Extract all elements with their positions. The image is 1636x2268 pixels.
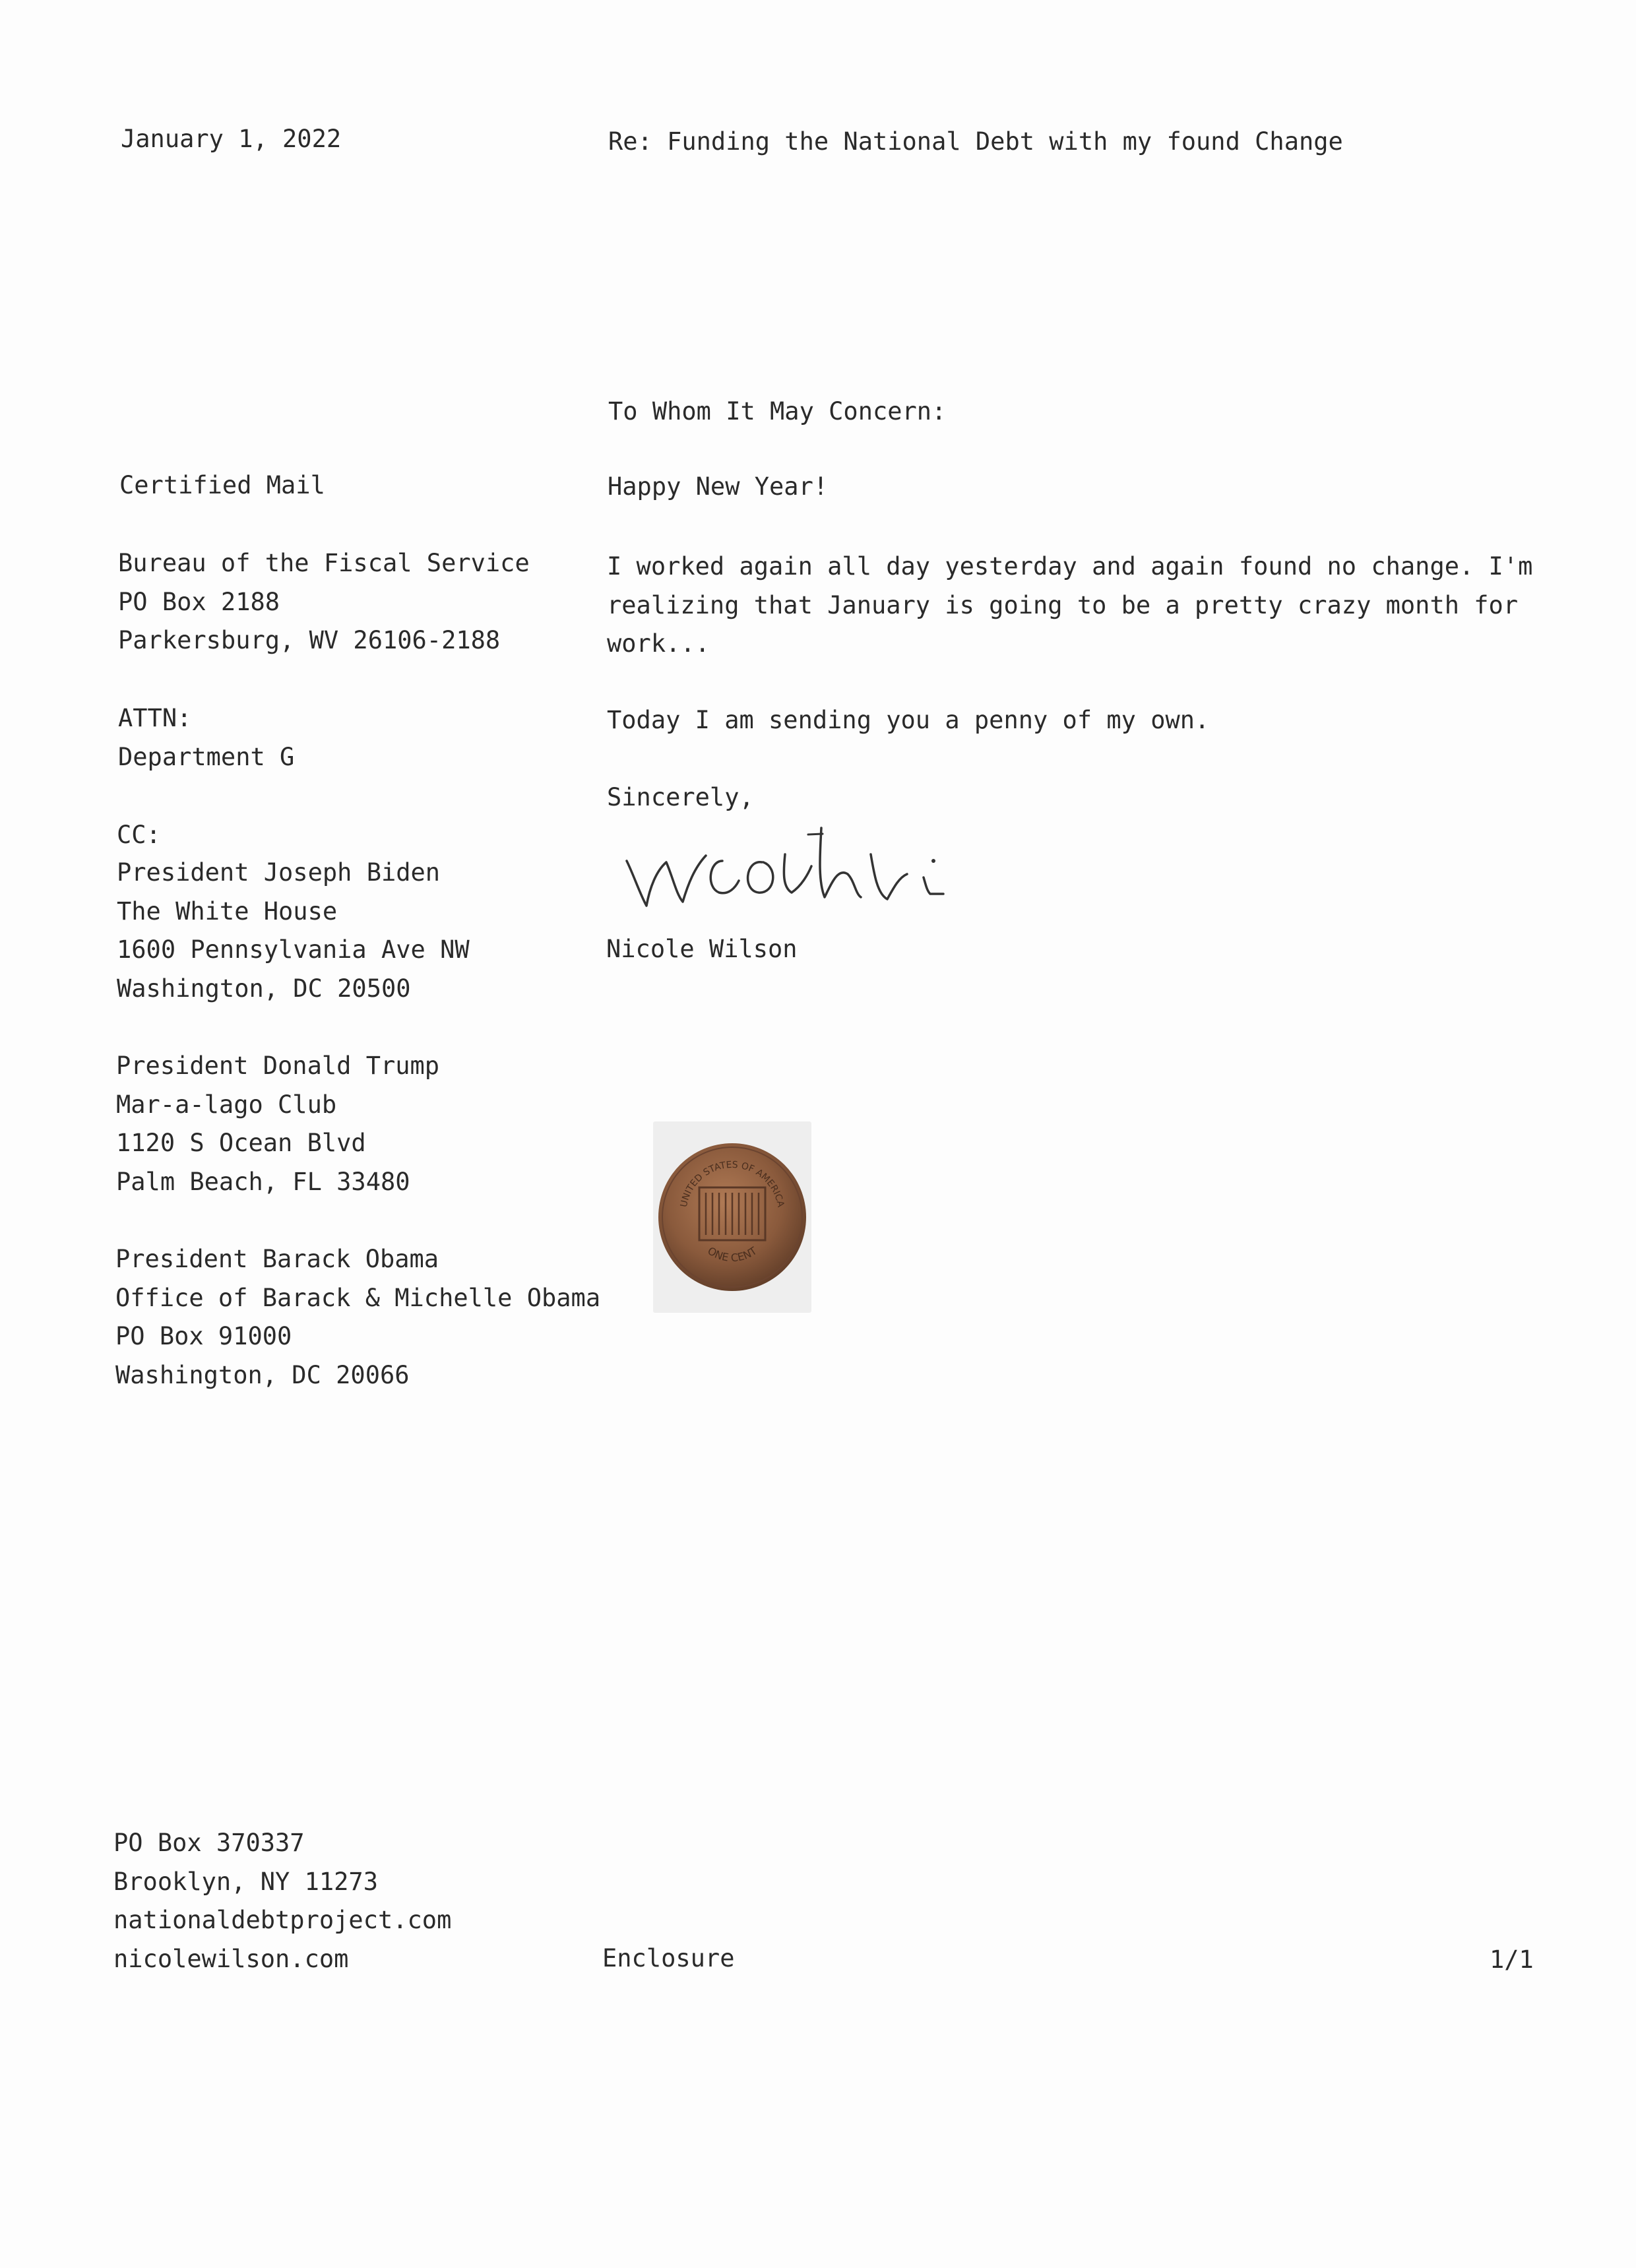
- cc-line: PO Box 91000: [115, 1322, 292, 1350]
- cc-obama-address: [115, 1240, 600, 1395]
- signature-name: Nicole Wilson: [606, 935, 798, 963]
- letter-date: January 1, 2022: [121, 125, 342, 153]
- cc-line: President Barack Obama: [115, 1245, 439, 1273]
- cc-biden-address: [117, 854, 470, 1008]
- return-address-line: nationaldebtproject.com: [113, 1906, 452, 1934]
- cc-line: 1600 Pennsylvania Ave NW: [117, 935, 470, 964]
- recipient-address: [118, 544, 530, 660]
- cc-line: Mar-a-lago Club: [116, 1090, 337, 1119]
- return-address-line: PO Box 370337: [113, 1829, 305, 1857]
- salutation: To Whom It May Concern:: [608, 397, 947, 425]
- cc-line: The White House: [117, 897, 338, 926]
- cc-trump-address: [116, 1047, 439, 1201]
- attention-block: [118, 699, 294, 776]
- coin-rim-text: UNITED STATES OF AMERICA: [678, 1159, 786, 1209]
- return-address-line: Brooklyn, NY 11273: [113, 1867, 378, 1896]
- paragraph-line: realizing that January is going to be a pretty crazy month for: [607, 590, 1519, 619]
- cc-line: Palm Beach, FL 33480: [116, 1167, 410, 1196]
- cc-line: Washington, DC 20066: [115, 1360, 410, 1389]
- coin-value-text: ONE CENT: [705, 1244, 759, 1265]
- paragraph-line: work...: [607, 629, 710, 658]
- cc-line: 1120 S Ocean Blvd: [116, 1129, 366, 1157]
- recipient-line: Bureau of the Fiscal Service: [118, 549, 530, 577]
- page-number: 1/1: [1490, 1945, 1534, 1974]
- greeting: Happy New Year!: [608, 472, 829, 501]
- delivery-method: Certified Mail: [119, 471, 325, 499]
- cc-label: CC:: [117, 821, 161, 849]
- penny-enclosure: [653, 1121, 811, 1319]
- attn-label: ATTN:: [118, 704, 192, 732]
- return-address: [113, 1824, 451, 1978]
- cc-line: President Joseph Biden: [117, 858, 441, 887]
- body-paragraph-2: Today I am sending you a penny of my own.: [607, 706, 1210, 734]
- cc-line: President Donald Trump: [116, 1052, 440, 1080]
- recipient-line: PO Box 2188: [118, 587, 280, 616]
- body-paragraph-1: [607, 548, 1532, 664]
- penny-coin-icon: [653, 1121, 811, 1319]
- letter-subject: Re: Funding the National Debt with my found Change: [608, 127, 1343, 156]
- attn-department: Department G: [118, 742, 295, 771]
- cc-line: Washington, DC 20500: [117, 974, 411, 1003]
- enclosure-label: Enclosure: [602, 1944, 735, 1972]
- recipient-line: Parkersburg, WV 26106-2188: [118, 626, 501, 654]
- paragraph-line: I worked again all day yesterday and again found no change. I'm: [607, 552, 1533, 581]
- closing: Sincerely,: [607, 783, 754, 811]
- return-address-line: nicolewilson.com: [113, 1944, 349, 1973]
- handwritten-signature-icon: [610, 815, 957, 914]
- cc-line: Office of Barack & Michelle Obama: [115, 1283, 601, 1312]
